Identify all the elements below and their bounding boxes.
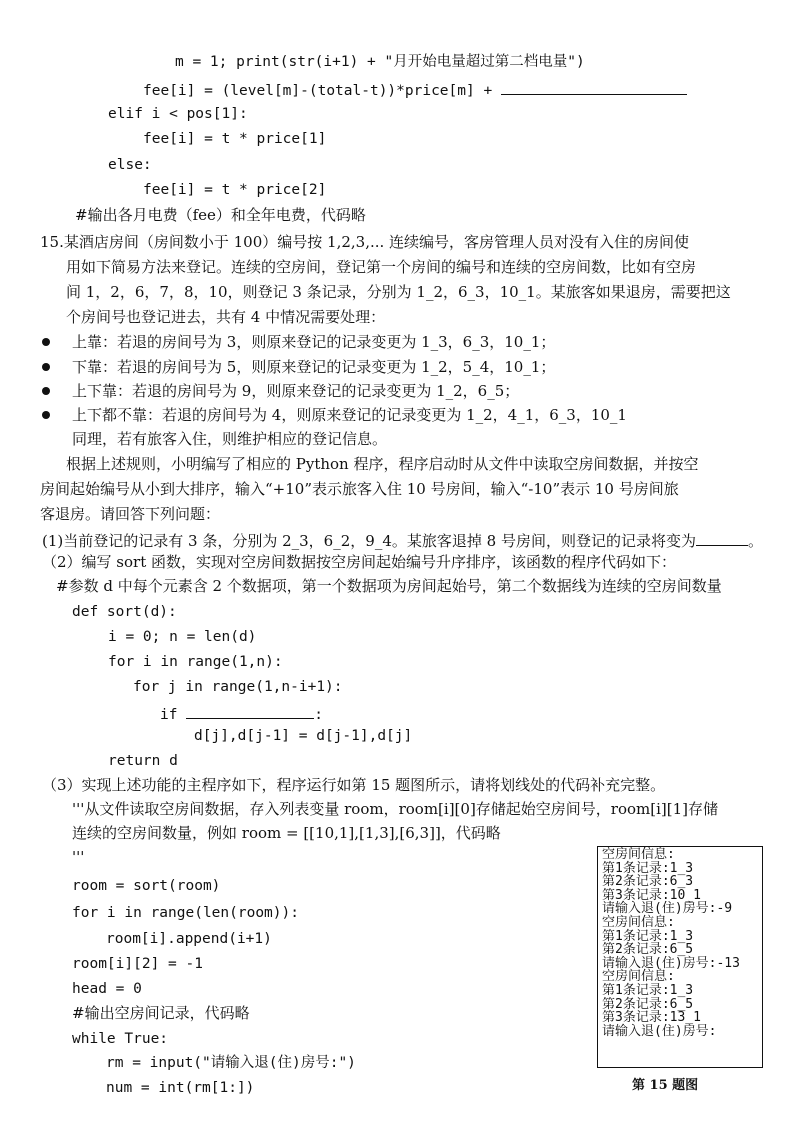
code-line: fee[i] = t * price[1] (143, 131, 327, 147)
sub-question-text: (1)当前登记的记录有 3 条，分别为 2_3，6_2，9_4。某旅客退掉 8 号房间，则登记的记录将变为 (42, 532, 696, 550)
case-text: 下靠：若退的房间号为 5，则原来登记的记录变更为 1_2，5_4，10_1； (72, 358, 556, 376)
code-line: for i in range(len(room)): (72, 905, 299, 921)
question-text: 个房间号也登记进去，共有 4 中情况需要处理： (66, 308, 386, 326)
console-output-figure (597, 846, 763, 1068)
console-line: 第1条记录:1_3 (602, 928, 694, 944)
code-line: m = 1; print(str(i+1) + "月开始电量超过第二档电量") (175, 54, 585, 70)
question-text: 客退房。请回答下列问题： (40, 505, 221, 523)
answer-blank (696, 529, 748, 546)
question-text: 同理，若有旅客入住，则维护相应的登记信息。 (72, 430, 388, 448)
code-line: i = 0; n = len(d) (108, 629, 257, 645)
console-line: 第2条记录:6_3 (602, 874, 694, 890)
bullet-icon (42, 338, 50, 346)
code-line: elif i < pos[1]: (108, 106, 248, 122)
code-text: : (314, 707, 323, 723)
code-line: else: (108, 157, 152, 173)
console-line: 第1条记录:1_3 (602, 982, 694, 998)
case-text: 上下都不靠：若退的房间号为 4，则原来登记的记录变更为 1_2，4_1，6_3，10_1 (72, 406, 627, 424)
code-line: return d (108, 753, 178, 769)
code-line: room[i].append(i+1) (106, 931, 272, 947)
code-line: for i in range(1,n): (108, 654, 283, 670)
question-text: 间 1，2，6，7，8，10，则登记 3 条记录，分别为 1_2，6_3，10_1。某旅客如果退房，需要把这 (66, 283, 731, 301)
question-text: 房间起始编号从小到大排序，输入“+10”表示旅客入住 10 号房间，输入“-10”表示 10 号房间旅 (40, 480, 679, 498)
sub-question-2: （2）编写 sort 函数，实现对空房间数据按空房间起始编号升序排序，该函数的程序代码如下： (42, 553, 677, 571)
figure-caption: 第 15 题图 (632, 1078, 699, 1093)
code-line: def sort(d): (72, 604, 177, 620)
question-text: 根据上述规则，小明编写了相应的 Python 程序，程序启动时从文件中读取空房间数据，并按空 (66, 455, 699, 473)
console-line: 请输入退(住)房号:-9 (602, 901, 733, 917)
sub-question-1 (42, 529, 763, 551)
code-comment: #输出各月电费（fee）和全年电费，代码略 (75, 206, 366, 224)
case-text: 上下靠：若退的房间号为 9，则原来登记的记录变更为 1_2，6_5； (72, 382, 520, 400)
console-line: 第1条记录:1_3 (602, 860, 694, 876)
case-text: 上靠：若退的房间号为 3，则原来登记的记录变更为 1_3，6_3，10_1； (72, 333, 556, 351)
docstring: 连续的空房间数量，例如 room = [[10,1],[1,3],[6,3]]，代码略 (72, 824, 501, 842)
console-line: 请输入退(住)房号:-13 (602, 955, 740, 971)
bullet-icon (42, 387, 50, 395)
question-text: 用如下简易方法来登记。连续的空房间，登记第一个房间的编号和连续的空房间数，比如有空房 (66, 258, 697, 276)
code-line: d[j],d[j-1] = d[j-1],d[j] (194, 728, 413, 744)
console-line: 空房间信息: (602, 847, 675, 862)
console-line: 第3条记录:10_1 (602, 887, 701, 903)
code-line: for j in range(1,n-i+1): (133, 679, 343, 695)
sub-question-3: （3）实现上述功能的主程序如下，程序运行如第 15 题图所示，请将划线处的代码补充完整。 (42, 776, 666, 794)
answer-blank (501, 78, 687, 95)
console-line: 空房间信息: (602, 969, 675, 985)
docstring: ''' (72, 848, 85, 866)
console-line: 第2条记录:6_5 (602, 942, 694, 958)
docstring: '''从文件读取空房间数据，存入列表变量 room，room[i][0]存储起始空房间号，room[i][1]存储 (72, 800, 719, 818)
code-line: fee[i] = t * price[2] (143, 182, 327, 198)
console-line: 请输入退(住)房号: (602, 1023, 717, 1039)
code-comment: #参数 d 中每个元素含 2 个数据项，第一个数据项为房间起始号，第二个数据线为连续的空房间数量 (56, 577, 722, 595)
bullet-icon (42, 363, 50, 371)
code-line: room[i][2] = -1 (72, 956, 203, 972)
code-line: head = 0 (72, 981, 142, 997)
answer-blank (186, 702, 314, 719)
code-line (160, 702, 323, 725)
bullet-icon (42, 411, 50, 419)
code-line: rm = input("请输入退(住)房号:") (106, 1055, 356, 1071)
console-line: 空房间信息: (602, 914, 675, 930)
code-line: num = int(rm[1:]) (106, 1080, 255, 1096)
console-line: 第2条记录:6_5 (602, 996, 694, 1012)
console-line: 第3条记录:13_1 (602, 1010, 701, 1026)
code-comment: #输出空房间记录，代码略 (72, 1004, 250, 1022)
code-text: if (160, 707, 187, 723)
code-line: while True: (72, 1031, 169, 1047)
code-line: room = sort(room) (72, 878, 221, 894)
question-text: 15.某酒店房间（房间数小于 100）编号按 1,2,3,... 连续编号，客房管理人员对没有入住的房间使 (40, 233, 690, 251)
sub-question-text: 。 (747, 532, 763, 550)
code-line (143, 78, 687, 101)
code-text: fee[i] = (level[m]-(total-t))*price[m] + (143, 83, 501, 99)
